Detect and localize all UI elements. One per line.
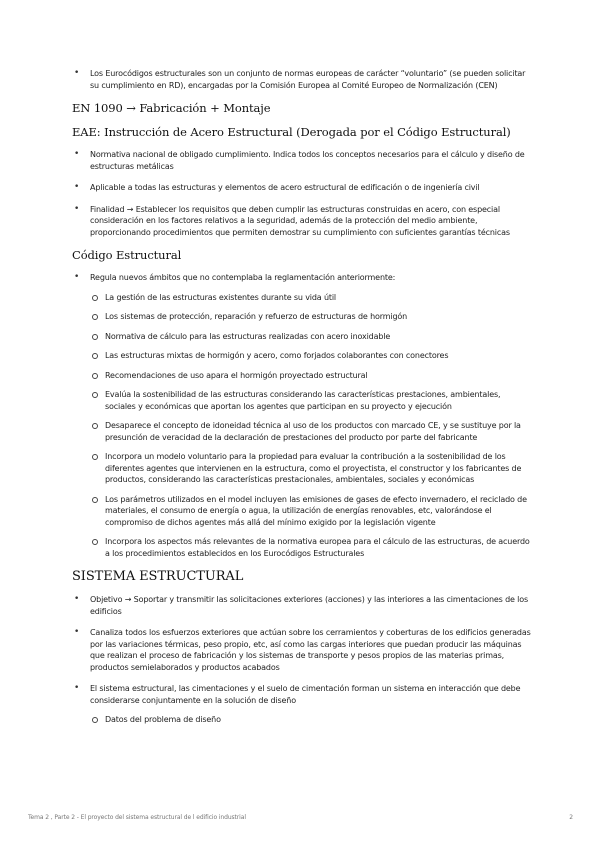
list-item (72, 683, 532, 726)
sub-list-item: Datos del problema de diseño (90, 714, 532, 726)
codigo-list (72, 272, 532, 559)
footer-text: Tema 2 , Parte 2 - El proyecto del sistema estructural de l edificio industrial (28, 814, 246, 821)
sistema-list (72, 594, 532, 726)
sub-list-item: Los sistemas de protección, reparación y refuerzo de estructuras de hormigón (90, 311, 532, 323)
sub-list-item: La gestión de las estructuras existentes durante su vida útil (90, 292, 532, 304)
sub-list-item: Incorpora un modelo voluntario para la propiedad para evaluar la contribución a la sostenibilidad de los diferentes agentes que intervienen en la estructura, como el proyectista, el constructor y los fabricantes de productos, considerando las características prestacionales, ambientales, sociales y económicas (90, 451, 532, 486)
list-item (72, 272, 532, 559)
heading-sistema-estructural: SISTEMA ESTRUCTURAL (72, 569, 244, 584)
sub-list-item: Evalúa la sostenibilidad de las estructuras considerando las características prestaciones, ambientales, sociales y económicas que aportan los agentes que participan en su proyecto y ejecución (90, 389, 532, 412)
heading-codigo-estructural: Código Estructural (72, 248, 182, 262)
list-item: • Finalidad → Establecer los requisitos que deben cumplir las estructuras construidas en acero, con especial consideración en los factores relativos a la seguridad, además de la protección del medio ambiente, proporcionando procedimientos que permiten demostrar su cumplimiento con suficientes garantías técnicas (72, 204, 532, 239)
document-body (72, 68, 532, 736)
sub-list-item: Los parámetros utilizados en el model incluyen las emisiones de gases de efecto invernadero, el reciclado de materiales, el consumo de energía o agua, la utilización de energías renovables, etc, valorándose el compromiso de dichos agentes más allá del mínimo exigido por la legislación vigente (90, 494, 532, 529)
list-item-text: El sistema estructural, las cimentaciones y el suelo de cimentación forman un sistema en interacción que debe considerarse conjuntamente en la solución de diseño (90, 684, 521, 705)
sub-list-item: Recomendaciones de uso apara el hormigón proyectado estructural (90, 370, 532, 382)
sub-list-item: Normativa de cálculo para las estructuras realizadas con acero inoxidable (90, 331, 532, 343)
codigo-sublist (90, 292, 532, 560)
heading-eae: EAE: Instrucción de Acero Estructural (Derogada por el Código Estructural) (72, 125, 511, 139)
sub-list-item: Las estructuras mixtas de hormigón y acero, como forjados colaborantes con conectores (90, 350, 532, 362)
heading-en1090: EN 1090 → Fabricación + Montaje (72, 101, 271, 115)
sub-list-item: Desaparece el concepto de idoneidad técnica al uso de los productos con marcado CE, y se sustituye por la presunción de veracidad de la declaración de prestaciones del producto por parte del fabricante (90, 420, 532, 443)
list-item-text: Regula nuevos ámbitos que no contemplaba la reglamentación anteriormente: (90, 273, 396, 282)
list-item: • Objetivo → Soportar y transmitir las solicitaciones exteriores (acciones) y las interiores a las cimentaciones de los edificios (72, 594, 532, 617)
eae-list (72, 149, 532, 238)
sub-list-item: Incorpora los aspectos más relevantes de la normativa europea para el cálculo de las estructuras, de acuerdo a los procedimientos establecidos en los Eurocódigos Estructurales (90, 536, 532, 559)
list-item: • Los Eurocódigos estructurales son un conjunto de normas europeas de carácter “voluntario” (se pueden solicitar su cumplimiento en RD), encargadas por la Comisión Europea al Comité Europeo de Normalización (CEN) (72, 68, 532, 91)
intro-list (72, 68, 532, 91)
page-number: 2 (569, 814, 573, 821)
list-item: • Normativa nacional de obligado cumplimiento. Indica todos los conceptos necesarios para el cálculo y diseño de estructuras metálicas (72, 149, 532, 172)
page-footer (28, 814, 573, 821)
list-item: • Canaliza todos los esfuerzos exteriores que actúan sobre los cerramientos y coberturas de los edificios generadas por las variaciones térmicas, peso propio, etc, así como las cargas interiores que puedan producir las máquinas que realizan el proceso de fabricación y los sistemas de transporte y pesos propios de las materias primas, productos semielaborados y productos acabados (72, 627, 532, 673)
list-item: • Aplicable a todas las estructuras y elementos de acero estructural de edificación o de ingeniería civil (72, 182, 532, 194)
sistema-sublist (90, 714, 532, 726)
